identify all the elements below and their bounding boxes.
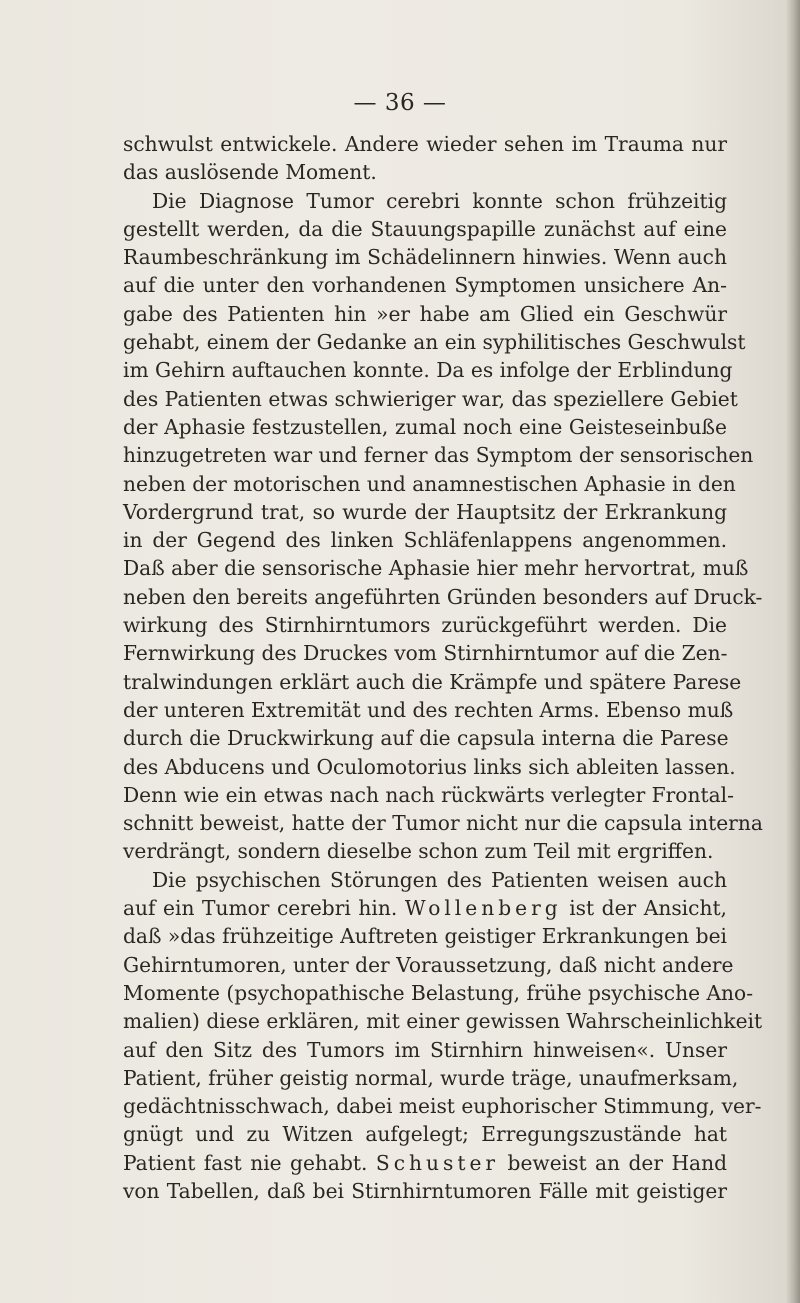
text-line: Raumbeschränkung im Schädelinnern hinwies. Wenn auch [123, 245, 727, 270]
text-line: Gehirntumoren, unter der Voraussetzung, daß nicht andere [123, 952, 734, 977]
text-line: durch die Druckwirkung auf die capsula interna die Parese [123, 726, 729, 751]
text-line: tralwindungen erklärt auch die Krämpfe und spätere Parese [123, 669, 742, 694]
text-fragment: ist der Ansicht, [569, 896, 727, 921]
page-edge-shadow [786, 0, 800, 1303]
text-fragment: Patient fast nie gehabt. [123, 1150, 368, 1175]
paragraph-start-line: Die psychischen Störungen des Patienten weisen auch [152, 867, 727, 892]
text-line: schwulst entwickele. Andere wieder sehen im Trauma nur [123, 132, 727, 156]
text-line: schnitt beweist, hatte der Tumor nicht nur die capsula interna [123, 811, 763, 836]
author-name: Schuster [375, 1150, 500, 1175]
text-line: auf den Sitz des Tumors im Stirnhirn hinweisen«. Unser [123, 1037, 727, 1062]
page-number: — 36 — [353, 90, 447, 116]
text-line: in der Gegend des linken Schläfenlappens angenommen. [123, 528, 727, 553]
paragraph-start-line: Die Diagnose Tumor cerebri konnte schon frühzeitig [152, 188, 727, 213]
text-line: Patient, früher geistig normal, wurde träge, unaufmerksam, [123, 1065, 739, 1090]
text-line: Daß aber die sensorische Aphasie hier mehr hervortrat, muß [123, 556, 749, 581]
text-line: Denn wie ein etwas nach nach rückwärts verlegter Frontal- [123, 782, 734, 807]
text-line: wirkung des Stirnhirntumors zurückgeführt werden. Die [123, 613, 727, 638]
text-line-with-author [123, 894, 727, 922]
text-line: daß »das frühzeitige Auftreten geistiger Erkrankungen bei [123, 924, 727, 949]
text-line: Momente (psychopathische Belastung, frühe psychische Ano- [123, 980, 754, 1005]
text-line: gnügt und zu Witzen aufgelegt; Erregungszustände hat [123, 1122, 727, 1147]
text-line: Fernwirkung des Druckes vom Stirnhirntumor auf die Zen- [123, 641, 728, 666]
text-line-with-author [123, 1149, 727, 1177]
text-line: neben der motorischen und anamnestischen Aphasie in den [123, 471, 736, 496]
body-text [123, 130, 763, 1205]
text-line: der unteren Extremität und des rechten Arms. Ebenso muß [123, 697, 734, 722]
text-line: das auslösende Moment. [123, 160, 377, 185]
text-line: von Tabellen, daß bei Stirnhirntumoren Fälle mit geistiger [123, 1178, 727, 1203]
text-fragment: beweist an der Hand [507, 1150, 728, 1175]
text-line: gedächtnisschwach, dabei meist euphorischer Stimmung, ver- [123, 1094, 762, 1119]
author-name: Wollenberg [404, 896, 562, 921]
text-line: der Aphasie festzustellen, zumal noch eine Geisteseinbuße [123, 414, 727, 439]
text-line: auf die unter den vorhandenen Symptomen unsichere An- [123, 273, 727, 298]
text-line: des Patienten etwas schwieriger war, das speziellere Gebiet [123, 386, 738, 411]
text-line: gehabt, einem der Gedanke an ein syphilitisches Geschwulst [123, 330, 746, 355]
text-line: gestellt werden, da die Stauungspapille zunächst auf eine [123, 216, 727, 241]
text-line: des Abducens und Oculomotorius links sich ableiten lassen. [123, 754, 736, 779]
text-line: neben den bereits angeführten Gründen besonders auf Druck- [123, 584, 763, 609]
text-fragment: auf ein Tumor cerebri hin. [123, 896, 398, 921]
text-line: hinzugetreten war und ferner das Symptom der sensorischen [123, 443, 754, 468]
text-line: Vordergrund trat, so wurde der Hauptsitz der Erkrankung [123, 499, 727, 524]
text-line: malien) diese erklären, mit einer gewissen Wahrscheinlichkeit [123, 1009, 763, 1034]
text-line: gabe des Patienten hin »er habe am Glied ein Geschwür [123, 301, 727, 326]
text-line: im Gehirn auftauchen konnte. Da es infolge der Erblindung [123, 358, 733, 383]
text-line: verdrängt, sondern dieselbe schon zum Teil mit ergriffen. [123, 839, 714, 864]
